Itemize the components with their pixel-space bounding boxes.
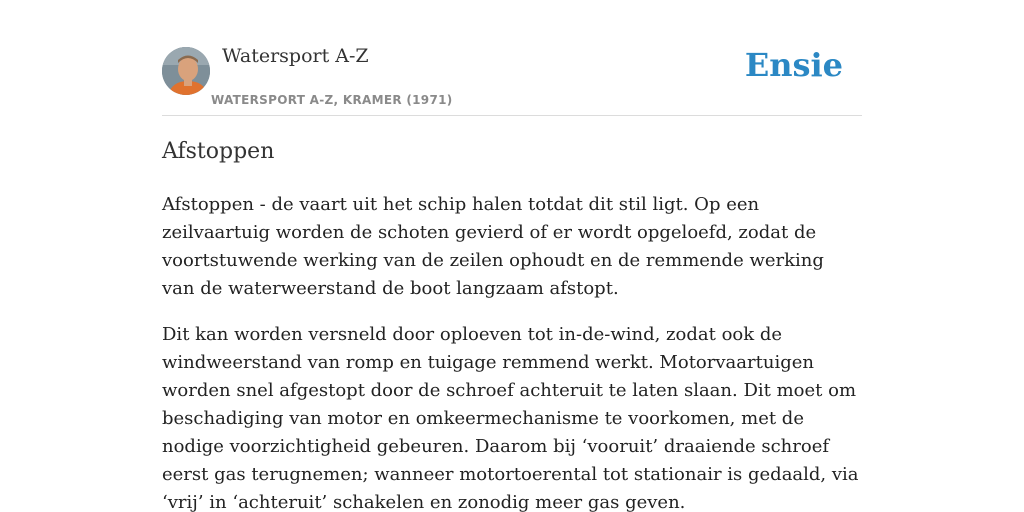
entry-body xyxy=(162,191,862,512)
content-container xyxy=(162,0,862,512)
source-avatar[interactable] xyxy=(162,47,210,95)
source-subtitle[interactable]: WATERSPORT A-Z, KRAMER (1971) xyxy=(211,93,453,107)
entry-paragraph: Afstoppen - de vaart uit het schip halen totdat dit stil ligt. Op een zeilvaartuig worden de schoten gevierd of er wordt opgeloefd, zodat de voortstuwende werking van de zeilen ophoudt en de remmende werking van de waterweerstand de boot langzaam afstopt. xyxy=(162,194,824,299)
source-title[interactable]: Watersport A-Z xyxy=(222,45,369,67)
source-header xyxy=(162,0,862,116)
ensie-logo[interactable]: Ensie xyxy=(744,46,843,84)
person-photo-icon xyxy=(162,47,210,95)
entry-title: Afstoppen xyxy=(162,139,275,164)
entry-paragraph: Dit kan worden versneld door oploeven tot in-de-wind, zodat ook de windweerstand van romp en tuigage remmend werkt. Motorvaartuigen worden snel afgestopt door de schroef achteruit te laten slaan. Dit moet om beschadiging van motor en omkeermechanisme te voorkomen, met de nodige voorzichtigheid gebeuren. Daarom bij ‘vooruit’ draaiende schroef eerst gas terugnemen; wanneer motortoerental tot stationair is gedaald, via ‘vrij’ in ‘achteruit’ schakelen en zonodig meer gas geven. xyxy=(162,324,859,512)
